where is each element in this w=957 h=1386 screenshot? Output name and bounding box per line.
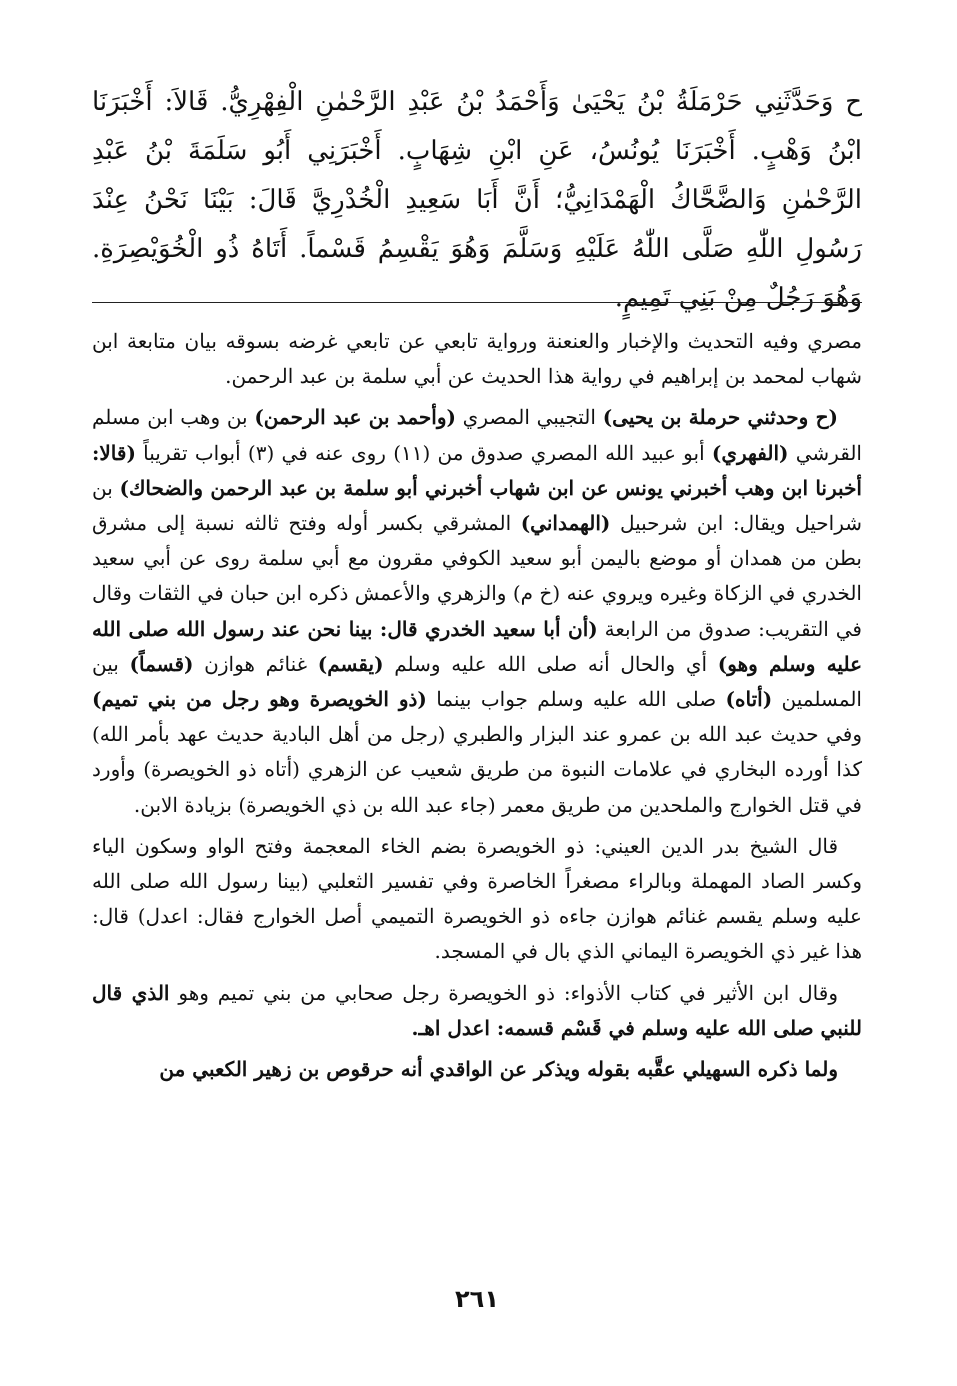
commentary-text: التجيبي المصري	[455, 405, 603, 430]
commentary-text: مصري وفيه التحديث والإخبار والعنعنة ورواية تابعي عن تابعي غرضه بسوقه بيان متابعة ابن شهاب لمحمد بن إبراهيم في رواية هذا الحديث عن أبي سلمة بن عبد الرحمن.	[92, 329, 862, 389]
commentary-bold: الذي قال للنبي صلى الله عليه وسلم في قَسْم قسمه: اعدل اهـ.	[92, 980, 862, 1040]
commentary-bold: (قالا: أخبرنا ابن وهب أخبرني يونس عن ابن شهاب أخبرني أبو سلمة بن عبد الرحمن والضحاك)	[92, 440, 862, 500]
commentary-paragraph-2	[92, 400, 862, 822]
commentary-text: أبو عبيد الله المصري صدوق من (١١) روى عنه في (٣) أبواب تقريباً	[135, 440, 712, 465]
commentary-bold: (ح وحدثني حرملة بن يحيى)	[602, 405, 839, 430]
commentary-bold: (أتاه)	[725, 687, 773, 712]
commentary-bold: (يقسم)	[317, 651, 384, 676]
commentary-text: المشرقي بكسر أوله وفتح ثالثه نسبة إلى مشرق بطن من همدان أو موضع باليمن أبو سعيد الكوفي مقرون مع أبي سلمة روى عن أبي سعيد الخدري في الزكاة وغيره ويروي عنه (خ م) والزهري والأعمش ذكره ابن حبان في الثقات وقال في التقريب: صدوق من الرابعة	[92, 511, 862, 641]
commentary-text: وقال ابن الأثير في كتاب الأذواء: ذو الخويصرة رجل صحابي من بني تميم وهو	[169, 980, 838, 1005]
commentary-paragraph-1	[92, 324, 862, 394]
commentary-text: قال الشيخ بدر الدين العيني: ذو الخويصرة بضم الخاء المعجمة وفتح الواو وسكون الياء وكسر الصاد المهملة وبالراء مصغراً الخاصرة وفي تفسير الثعلبي (بينا رسول الله صلى الله عليه وسلم يقسم غنائم هوازن جاءه ذو الخويصرة التميمي أصل الخوارج فقال: اعدل) قال: هذا غير ذي الخويصرة اليماني الذي بال في المسجد.	[92, 833, 862, 964]
hadith-text: ح وَحَدَّثَنِي حَرْمَلَةُ بْنُ يَحْيَىٰ وَأَحْمَدُ بْنُ عَبْدِ الرَّحْمٰنِ الْفِهْرِيُّ. قَالاَ: أَخْبَرَنَا ابْنُ وَهْبٍ. أَخْبَرَنَا يُونُسُ، عَنِ ابْنِ شِهَابٍ. أَخْبَرَنِي أَبُو سَلَمَةَ بْنُ عَبْدِ الرَّحْمٰنِ وَالضَّحَّاكُ الْهَمْدَانِيُّ؛ أَنَّ أَبَا سَعِيدِ الْخُدْرِيَّ قَالَ: بَيْنَا نَحْنُ عِنْدَ رَسُولِ اللّٰهِ صَلَّى اللّٰهُ عَلَيْهِ وَسَلَّمَ وَهُوَ يَقْسِمُ قَسْماً. أَتَاهُ ذُو الْخُوَيْصِرَةِ. وَهُوَ رَجُلٌ مِنْ بَنِي تَمِيمٍ.	[92, 87, 862, 313]
commentary-text: بن وهب ابن مسلم القرشي	[92, 405, 862, 465]
commentary-text: غنائم هوازن	[193, 651, 318, 676]
commentary-bold: (الهمداني)	[520, 511, 611, 536]
book-page	[92, 78, 862, 1386]
commentary-bold: (قسماً)	[129, 651, 194, 676]
commentary-text: صلى الله عليه وسلم جواب بينما	[426, 687, 726, 712]
commentary-text: أي والحال أنه صلى الله عليه وسلم	[383, 651, 718, 676]
commentary-bold: (وأحمد بن عبد الرحمن)	[254, 405, 456, 430]
commentary-text: وفي حديث عبد الله بن عمرو عند البزار والطبري (رجل من أهل البادية حديث عهد بأمر الله) كذا أورده البخاري في علامات النبوة من طريق شعيب عن الزهري (أتاه ذو الخويصرة) وأورد في قتل الخوارج والملحدين من طريق معمر (جاء عبد الله بن ذي الخويصرة) بزيادة الابن.	[92, 722, 862, 817]
commentary-bold: (ذو الخويصرة وهو رجل من بني تميم)	[92, 687, 427, 712]
commentary-paragraph-4	[92, 976, 862, 1046]
footnote-separator	[92, 302, 862, 303]
commentary-paragraph-3	[92, 829, 862, 970]
commentary-bold: (أن أبا سعيد الخدري قال: بينا نحن عند رسول الله صلى الله عليه وسلم وهو)	[92, 616, 863, 676]
commentary	[92, 324, 862, 1093]
commentary-text: بن شراحيل ويقال: ابن شرحبيل	[92, 475, 862, 536]
commentary-bold: (الفهري)	[711, 440, 789, 465]
commentary-paragraph-5	[92, 1052, 862, 1087]
commentary-text: بين المسلمين	[92, 651, 862, 712]
commentary-bold: ولما ذكره السهيلي عقَّبه بقوله ويذكر عن الواقدي أنه حرقوص بن زهير الكعبي من	[159, 1057, 838, 1082]
page-number: ٢٦١	[455, 1285, 499, 1313]
